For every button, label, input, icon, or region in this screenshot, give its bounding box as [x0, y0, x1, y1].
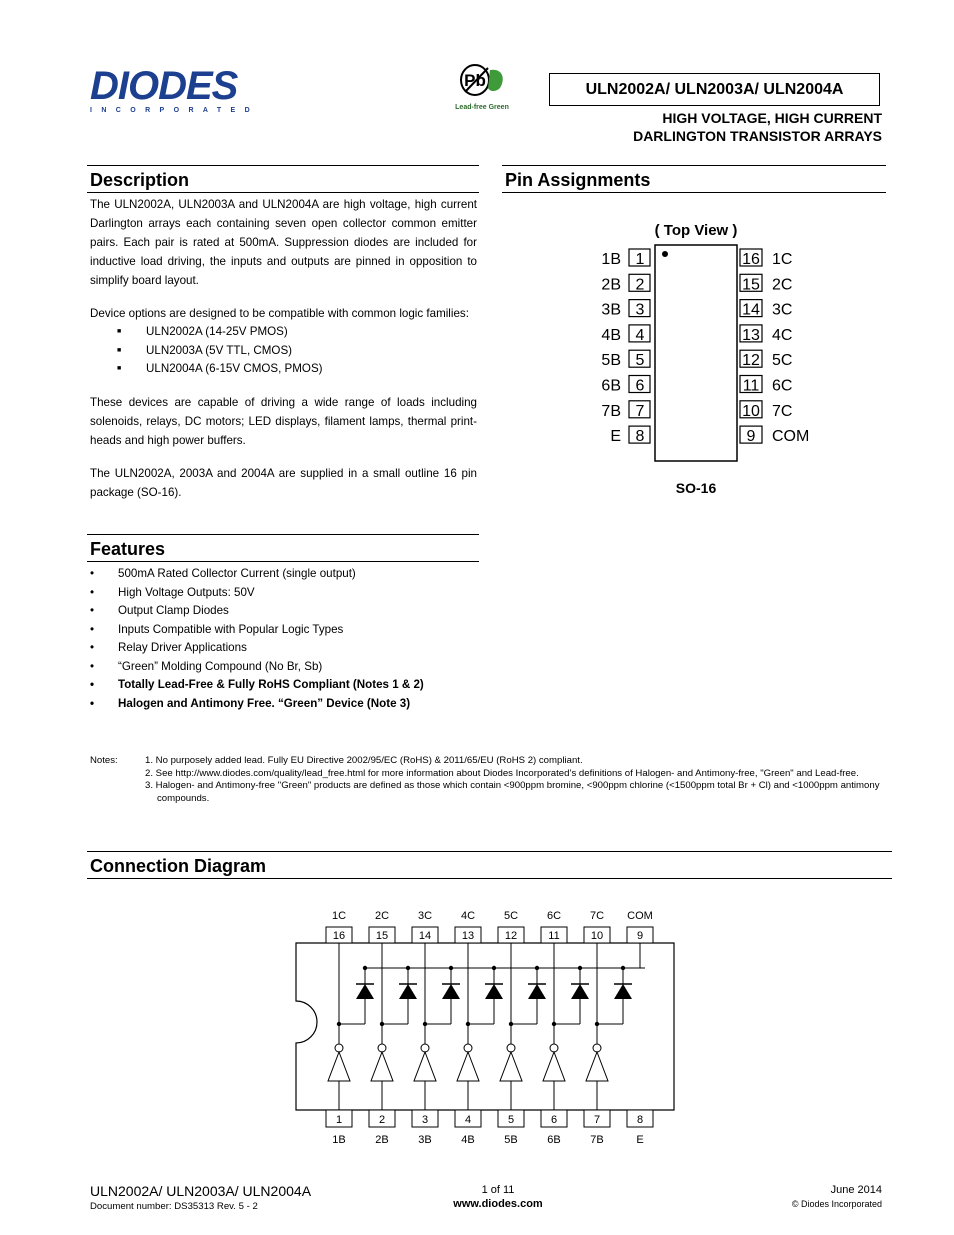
clamp-diode: [528, 984, 546, 999]
pin-name-right: 1C: [772, 251, 793, 268]
bullet-icon: •: [90, 659, 95, 673]
list-item: • High Voltage Outputs: 50V: [90, 584, 480, 603]
page-number: 1 of 11: [481, 1184, 515, 1196]
pin1-marker: [662, 251, 668, 257]
clamp-diode: [442, 984, 460, 999]
pin-name-left: 6B: [601, 377, 621, 395]
pin-number-left: 3: [635, 301, 645, 319]
pin-name-right: 6C: [772, 377, 793, 395]
notes-label: Notes:: [90, 755, 118, 766]
darlington-driver: [414, 1052, 436, 1081]
note-item: 3. Halogen- and Antimony-free "Green" products are defined as those which contain <900ppm bromine, <900ppm chlorine (<1500ppm total Br + Cl) and <1000ppm antimony compounds.: [145, 780, 880, 804]
pin-assignments-heading: Pin Assignments: [502, 165, 886, 193]
bottom-pin-number: 6: [550, 1114, 558, 1126]
bullet-icon: •: [90, 641, 95, 654]
list-item: • Inputs Compatible with Popular Logic Types: [90, 621, 480, 640]
device-options-list: [90, 323, 477, 379]
footer-center: [398, 1183, 598, 1211]
note-item: 1. No purposely added lead. Fully EU Directive 2002/95/EC (RoHS) & 2011/65/EU (RoHS 2) compliant.: [145, 755, 583, 766]
footer-part: ULN2002A/ ULN2003A/ ULN2004A: [90, 1183, 312, 1199]
leaf-pb-icon: [446, 62, 518, 98]
footer-right: [792, 1183, 882, 1211]
bullet-icon: •: [90, 678, 95, 691]
top-pin-number: 9: [636, 930, 644, 942]
clamp-diode: [399, 984, 417, 999]
bottom-pin-label: 2B: [375, 1134, 389, 1146]
description-para-2: Device options are designed to be compatible with common logic families:: [90, 307, 469, 320]
pin-name-right: 4C: [772, 326, 793, 344]
pin-number-left: 7: [635, 402, 645, 420]
pin-name-right: 2C: [772, 276, 793, 294]
description-para-1: The ULN2002A, ULN2003A and ULN2004A are high voltage, high current Darlington arrays each containing seven open collector common emitter pairs. Each pair is rated at 500mA. Suppression diodes are included for inductive load driving, the inputs and outputs are pinned in opposition to simplify board layout.: [90, 198, 477, 287]
features-heading: Features: [87, 534, 479, 562]
pin-name-right: 3C: [772, 301, 793, 319]
darlington-driver: [371, 1052, 393, 1081]
top-pin-label: 7C: [589, 910, 605, 922]
top-pin-number: 14: [418, 930, 432, 942]
darlington-driver: [328, 1052, 350, 1081]
top-pin-number: 11: [548, 930, 560, 942]
pin-name-left: 2B: [601, 276, 621, 294]
top-pin-label: 2C: [374, 910, 390, 922]
pin-name-left: E: [610, 428, 621, 446]
list-item: • Halogen and Antimony Free. “Green” Device (Note 3): [90, 695, 480, 714]
bottom-pin-number: 8: [636, 1114, 644, 1126]
part-title: ULN2002A/ ULN2003A/ ULN2004A: [549, 73, 880, 106]
clamp-diode: [356, 984, 374, 999]
clamp-diode: [571, 984, 589, 999]
logo-subtitle: INCORPORATED: [90, 107, 260, 114]
bottom-pin-number: 1: [335, 1114, 343, 1126]
list-item: • Output Clamp Diodes: [90, 602, 480, 621]
logo-wordmark: DIODES: [90, 64, 238, 108]
top-pin-number: 16: [332, 930, 346, 942]
bullet-icon: •: [90, 604, 95, 617]
bullet-icon: •: [90, 696, 95, 710]
top-pin-label: 6C: [546, 910, 562, 922]
top-pin-number: 13: [461, 930, 475, 942]
top-pin-label: 4C: [460, 910, 476, 922]
lead-free-badge: [446, 62, 518, 110]
diodes-logo: [90, 66, 265, 112]
pin-number-left: 8: [635, 428, 645, 446]
square-bullet-icon: ■: [117, 346, 122, 354]
top-pin-number: 15: [375, 930, 389, 942]
pin-name-left: 4B: [601, 326, 621, 344]
top-pin-label: 1C: [331, 910, 347, 922]
darlington-driver: [543, 1052, 565, 1081]
list-item: • Relay Driver Applications: [90, 639, 480, 658]
list-item: • 500mA Rated Collector Current (single output): [90, 565, 480, 584]
bottom-pin-label: 5B: [504, 1134, 518, 1146]
clamp-diode: [485, 984, 503, 999]
top-view-label: ( Top View ): [654, 222, 738, 239]
square-bullet-icon: ■: [117, 365, 122, 372]
description-heading: Description: [87, 165, 479, 193]
top-pin-label: 3C: [417, 910, 433, 922]
bullet-icon: •: [90, 585, 95, 599]
pin-number-right: 10: [742, 402, 760, 420]
bullet-icon: •: [90, 622, 95, 636]
footer-date: June 2014: [830, 1184, 882, 1196]
bullet-icon: •: [90, 567, 95, 580]
bottom-pin-label: E: [636, 1134, 644, 1146]
website-link[interactable]: www.diodes.com: [453, 1198, 543, 1210]
list-item: ■ ULN2004A (6-15V CMOS, PMOS): [90, 360, 477, 379]
list-item: • Totally Lead-Free & Fully RoHS Compliant (Notes 1 & 2): [90, 676, 480, 695]
pin-number-left: 5: [635, 352, 645, 370]
bottom-pin-number: 2: [378, 1114, 386, 1126]
pin-name-right: 5C: [772, 352, 793, 370]
connection-diagram: [280, 900, 690, 1160]
bottom-pin-number: 5: [507, 1114, 515, 1126]
description-body: [90, 195, 477, 502]
pin-name-right: 7C: [772, 402, 793, 420]
pin-number-left: 6: [635, 377, 645, 395]
pin-name-left: 5B: [601, 352, 621, 370]
top-pin-label: 5C: [503, 910, 519, 922]
footer-docnum: Document number: DS35313 Rev. 5 - 2: [90, 1201, 258, 1212]
bottom-pin-number: 7: [593, 1114, 601, 1126]
footer-left: [90, 1183, 311, 1212]
pin-number-right: 12: [742, 352, 760, 370]
pin-number-right: 13: [742, 326, 760, 344]
pin-name-left: 3B: [601, 301, 621, 319]
bottom-pin-number: 4: [464, 1114, 472, 1126]
so16-pinout-diagram: [585, 215, 835, 505]
pin-number-left: 2: [635, 276, 645, 294]
pin-name-left: 7B: [601, 402, 621, 420]
pb-symbol: Pb: [464, 71, 486, 90]
bottom-pin-label: 1B: [332, 1134, 346, 1146]
pin-name-right: COM: [772, 428, 810, 446]
description-para-4: The ULN2002A, 2003A and 2004A are supplied in a small outline 16 pin package (SO-16).: [90, 466, 477, 499]
top-pin-label: COM: [627, 910, 653, 922]
bottom-pin-label: 3B: [418, 1134, 432, 1146]
pin-number-right: 11: [742, 377, 760, 395]
darlington-driver: [586, 1052, 608, 1081]
ic-body: [655, 245, 737, 461]
top-pin-number: 12: [504, 930, 518, 942]
square-bullet-icon: ■: [117, 328, 122, 335]
list-item: ■ ULN2002A (14-25V PMOS): [90, 323, 477, 342]
bottom-pin-label: 6B: [547, 1134, 561, 1146]
note-item: 2. See http://www.diodes.com/quality/lead_free.html for more information about Diodes Incorporated’s definitions of Halogen- and Antimony-free, "Green" and Lead-free.: [145, 767, 859, 779]
bottom-pin-label: 7B: [590, 1134, 604, 1146]
bottom-pin-label: 4B: [461, 1134, 475, 1146]
pin-number-right: 16: [742, 251, 760, 268]
bottom-pin-number: 3: [421, 1114, 429, 1126]
subtitle: [633, 109, 882, 145]
pin-number-right: 14: [742, 301, 760, 319]
pin-number-right: 15: [742, 276, 760, 294]
notes-list: [145, 755, 890, 805]
subtitle-line-2: DARLINGTON TRANSISTOR ARRAYS: [633, 128, 882, 144]
pin-name-left: 1B: [601, 251, 621, 268]
notes-block: [90, 755, 890, 805]
features-list: [90, 565, 480, 713]
pin-number-left: 1: [635, 251, 645, 268]
darlington-driver: [500, 1052, 522, 1081]
pin-number-right: 9: [746, 428, 756, 446]
connection-diagram-heading: Connection Diagram: [87, 851, 892, 879]
clamp-diode: [614, 984, 632, 999]
lead-free-caption: Lead-free Green: [455, 104, 509, 111]
description-para-3: These devices are capable of driving a wide range of loads including solenoids, relays, DC motors; LED displays, filament lamps, thermal print-heads and high power buffers.: [90, 395, 477, 447]
footer-copyright: © Diodes Incorporated: [791, 1199, 882, 1209]
pin-number-left: 4: [635, 326, 645, 344]
package-label: SO-16: [675, 480, 717, 496]
darlington-driver: [457, 1052, 479, 1081]
list-item: • “Green” Molding Compound (No Br, Sb): [90, 658, 480, 677]
top-pin-number: 10: [590, 930, 604, 942]
subtitle-line-1: HIGH VOLTAGE, HIGH CURRENT: [662, 110, 882, 126]
list-item: ■ ULN2003A (5V TTL, CMOS): [90, 342, 477, 361]
